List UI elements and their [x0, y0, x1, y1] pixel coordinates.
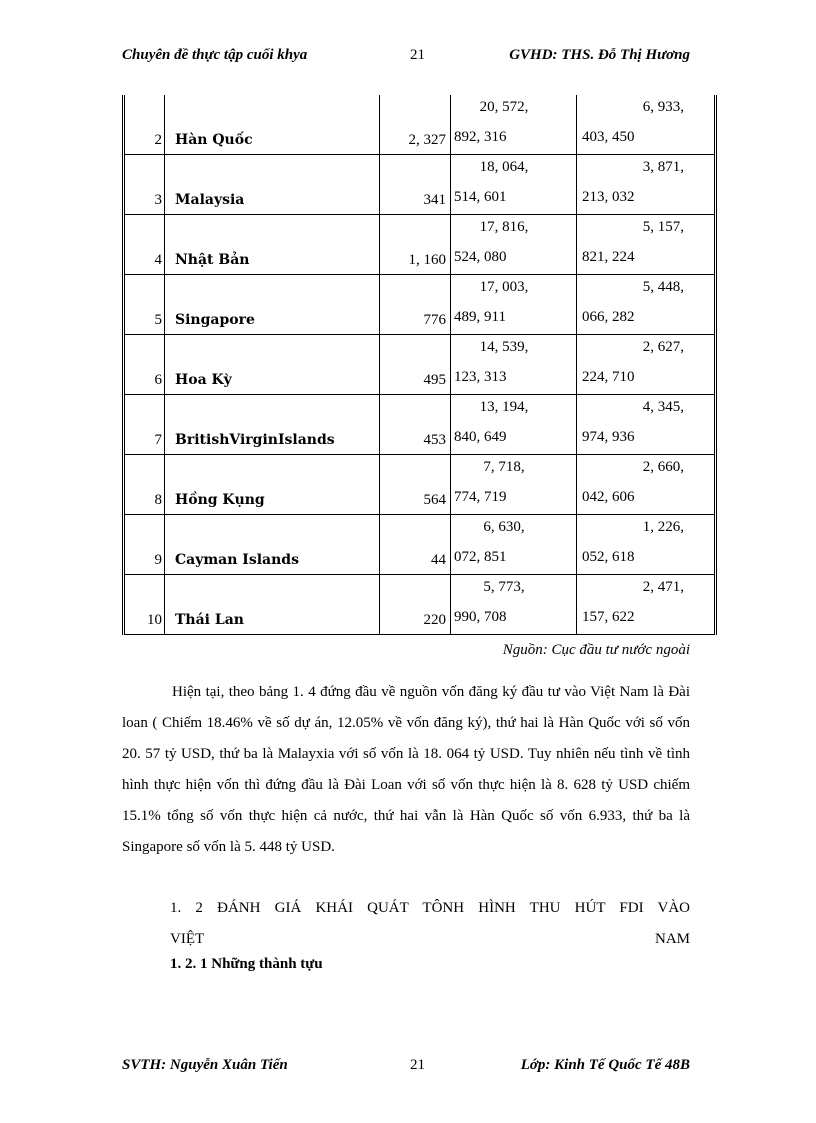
- table-row: [124, 155, 716, 215]
- page-footer: [122, 1057, 690, 1079]
- country-cell: [165, 335, 380, 395]
- implemented-capital-line2: 213, 032: [582, 189, 635, 205]
- fdi-country-table: [122, 95, 717, 635]
- table-row: [124, 95, 716, 155]
- country-cell: [165, 575, 380, 635]
- registered-capital-line1: 7, 718,: [483, 459, 525, 475]
- registered-capital-line1: 18, 064,: [479, 159, 529, 175]
- registered-capital-line2: 524, 080: [454, 249, 507, 265]
- section-heading-line2: [170, 924, 690, 955]
- rank-cell: [124, 155, 165, 215]
- registered-capital-line2: 774, 719: [454, 489, 507, 505]
- projects-cell: [380, 395, 451, 455]
- registered-capital-line1: 5, 773,: [483, 579, 525, 595]
- country-cell: [165, 515, 380, 575]
- implemented-capital-line2: 042, 606: [582, 489, 635, 505]
- header-supervisor: GVHD: THS. Đỗ Thị Hương: [509, 47, 690, 63]
- rank-value: 2: [154, 132, 162, 148]
- registered-capital-line1: 13, 194,: [479, 399, 529, 415]
- registered-capital-line2: 123, 313: [454, 369, 507, 385]
- implemented-capital-line1: 5, 157,: [642, 219, 684, 235]
- rank-cell: [124, 455, 165, 515]
- projects-value: 564: [423, 492, 446, 508]
- implemented-capital-cell: [577, 275, 716, 335]
- registered-capital-line1: 20, 572,: [479, 99, 529, 115]
- implemented-capital-cell: [577, 95, 716, 155]
- projects-cell: [380, 455, 451, 515]
- implemented-capital-cell: [577, 575, 716, 635]
- country-name: Thái Lan: [175, 612, 244, 628]
- rank-value: 4: [154, 252, 162, 268]
- page-header: [122, 47, 690, 69]
- implemented-capital-line1: 2, 660,: [642, 459, 684, 475]
- table-row: [124, 455, 716, 515]
- footer-student-name: SVTH: Nguyễn Xuân Tiến: [122, 1057, 288, 1073]
- projects-cell: [380, 575, 451, 635]
- implemented-capital-line2: 157, 622: [582, 609, 635, 625]
- rank-cell: [124, 215, 165, 275]
- country-name: BritishVirginIslands: [175, 432, 335, 448]
- implemented-capital-line1: 2, 471,: [642, 579, 684, 595]
- projects-cell: [380, 155, 451, 215]
- country-cell: [165, 395, 380, 455]
- projects-cell: [380, 215, 451, 275]
- country-name: Cayman Islands: [175, 552, 299, 568]
- table-row: [124, 215, 716, 275]
- table-row: [124, 275, 716, 335]
- registered-capital-line2: 489, 911: [454, 309, 506, 325]
- implemented-capital-line1: 1, 226,: [642, 519, 684, 535]
- registered-capital-cell: [451, 155, 577, 215]
- registered-capital-cell: [451, 515, 577, 575]
- country-name: Malaysia: [175, 192, 245, 208]
- implemented-capital-cell: [577, 335, 716, 395]
- projects-value: 220: [423, 612, 446, 628]
- registered-capital-cell: [451, 275, 577, 335]
- implemented-capital-line1: 3, 871,: [642, 159, 684, 175]
- rank-value: 8: [154, 492, 162, 508]
- country-name: Singapore: [175, 312, 255, 328]
- subsection-heading: 1. 2. 1 Những thành tựu: [170, 956, 323, 972]
- registered-capital-cell: [451, 395, 577, 455]
- projects-value: 495: [423, 372, 446, 388]
- country-cell: [165, 215, 380, 275]
- section-heading-word-right: NAM: [654, 931, 690, 947]
- country-name: Hồng Kụng: [175, 492, 265, 508]
- registered-capital-cell: [451, 335, 577, 395]
- rank-value: 5: [154, 312, 162, 328]
- projects-cell: [380, 95, 451, 155]
- implemented-capital-line1: 2, 627,: [642, 339, 684, 355]
- rank-cell: [124, 275, 165, 335]
- implemented-capital-line2: 974, 936: [582, 429, 635, 445]
- table-row: [124, 395, 716, 455]
- table-row: [124, 575, 716, 635]
- header-page-number: 21: [410, 47, 425, 63]
- implemented-capital-line2: 403, 450: [582, 129, 635, 145]
- rank-cell: [124, 575, 165, 635]
- country-name: Hoa Kỳ: [175, 372, 232, 388]
- registered-capital-line2: 990, 708: [454, 609, 507, 625]
- implemented-capital-cell: [577, 395, 716, 455]
- rank-value: 3: [154, 192, 162, 208]
- implemented-capital-cell: [577, 215, 716, 275]
- rank-value: 6: [154, 372, 162, 388]
- registered-capital-line2: 072, 851: [454, 549, 507, 565]
- rank-value: 7: [154, 432, 162, 448]
- rank-cell: [124, 395, 165, 455]
- projects-value: 2, 327: [408, 132, 446, 148]
- projects-value: 776: [423, 312, 446, 328]
- country-cell: [165, 275, 380, 335]
- table-source-note: Nguồn: Cục đầu tư nước ngoài: [502, 642, 690, 658]
- section-heading: [170, 893, 690, 955]
- section-heading-word-left: VIỆT: [170, 931, 205, 947]
- country-cell: [165, 95, 380, 155]
- implemented-capital-cell: [577, 515, 716, 575]
- projects-cell: [380, 335, 451, 395]
- implemented-capital-line1: 6, 933,: [642, 99, 684, 115]
- implemented-capital-cell: [577, 455, 716, 515]
- section-heading-line1: 1. 2 ĐÁNH GIÁ KHÁI QUÁT TÔNH HÌNH THU HÚT FDI VÀO: [170, 900, 690, 916]
- body-paragraph: Hiện tại, theo bảng 1. 4 đứng đầu về nguồn vốn đăng ký đầu tư vào Việt Nam là Đài loan ( Chiếm 18.46% về số dự án, 12.05% về vốn đăng ký), thứ hai là Hàn Quốc với số vốn 20. 57 tỷ USD, thứ ba là Malayxia với số vốn là 18. 064 tỷ USD. Tuy nhiên nếu tình về tình hình thực hiện vốn thì đứng đầu là Đài Loan với số vốn thực hiện là 8. 628 tỷ USD chiếm 15.1% tổng số vốn thực hiện cả nước, thứ hai vẫn là Hàn Quốc số vốn 6.933, thứ ba là Singapore số vốn là 5. 448 tỷ USD.: [122, 684, 690, 855]
- registered-capital-line2: 892, 316: [454, 129, 507, 145]
- registered-capital-line1: 14, 539,: [479, 339, 529, 355]
- rank-value: 9: [154, 552, 162, 568]
- registered-capital-line1: 6, 630,: [483, 519, 525, 535]
- header-document-title: Chuyên đề thực tập cuối khya: [122, 47, 308, 63]
- registered-capital-line2: 514, 601: [454, 189, 507, 205]
- registered-capital-cell: [451, 455, 577, 515]
- registered-capital-cell: [451, 215, 577, 275]
- registered-capital-line1: 17, 816,: [479, 219, 529, 235]
- implemented-capital-line2: 052, 618: [582, 549, 635, 565]
- implemented-capital-cell: [577, 155, 716, 215]
- country-cell: [165, 455, 380, 515]
- country-name: Hàn Quốc: [175, 132, 253, 148]
- country-cell: [165, 155, 380, 215]
- table-row: [124, 335, 716, 395]
- footer-class: Lớp: Kinh Tế Quốc Tế 48B: [520, 1057, 690, 1073]
- registered-capital-line1: 17, 003,: [479, 279, 529, 295]
- country-name: Nhật Bản: [175, 252, 250, 268]
- rank-value: 10: [147, 612, 162, 628]
- table-row: [124, 515, 716, 575]
- rank-cell: [124, 95, 165, 155]
- projects-value: 453: [423, 432, 446, 448]
- registered-capital-cell: [451, 95, 577, 155]
- implemented-capital-line1: 4, 345,: [642, 399, 684, 415]
- projects-value: 341: [423, 192, 446, 208]
- implemented-capital-line2: 066, 282: [582, 309, 635, 325]
- projects-value: 1, 160: [408, 252, 446, 268]
- registered-capital-cell: [451, 575, 577, 635]
- registered-capital-line2: 840, 649: [454, 429, 507, 445]
- projects-cell: [380, 275, 451, 335]
- rank-cell: [124, 515, 165, 575]
- implemented-capital-line1: 5, 448,: [642, 279, 684, 295]
- implemented-capital-line2: 821, 224: [582, 249, 635, 265]
- implemented-capital-line2: 224, 710: [582, 369, 635, 385]
- footer-page-number: 21: [410, 1057, 425, 1073]
- rank-cell: [124, 335, 165, 395]
- projects-cell: [380, 515, 451, 575]
- projects-value: 44: [431, 552, 446, 568]
